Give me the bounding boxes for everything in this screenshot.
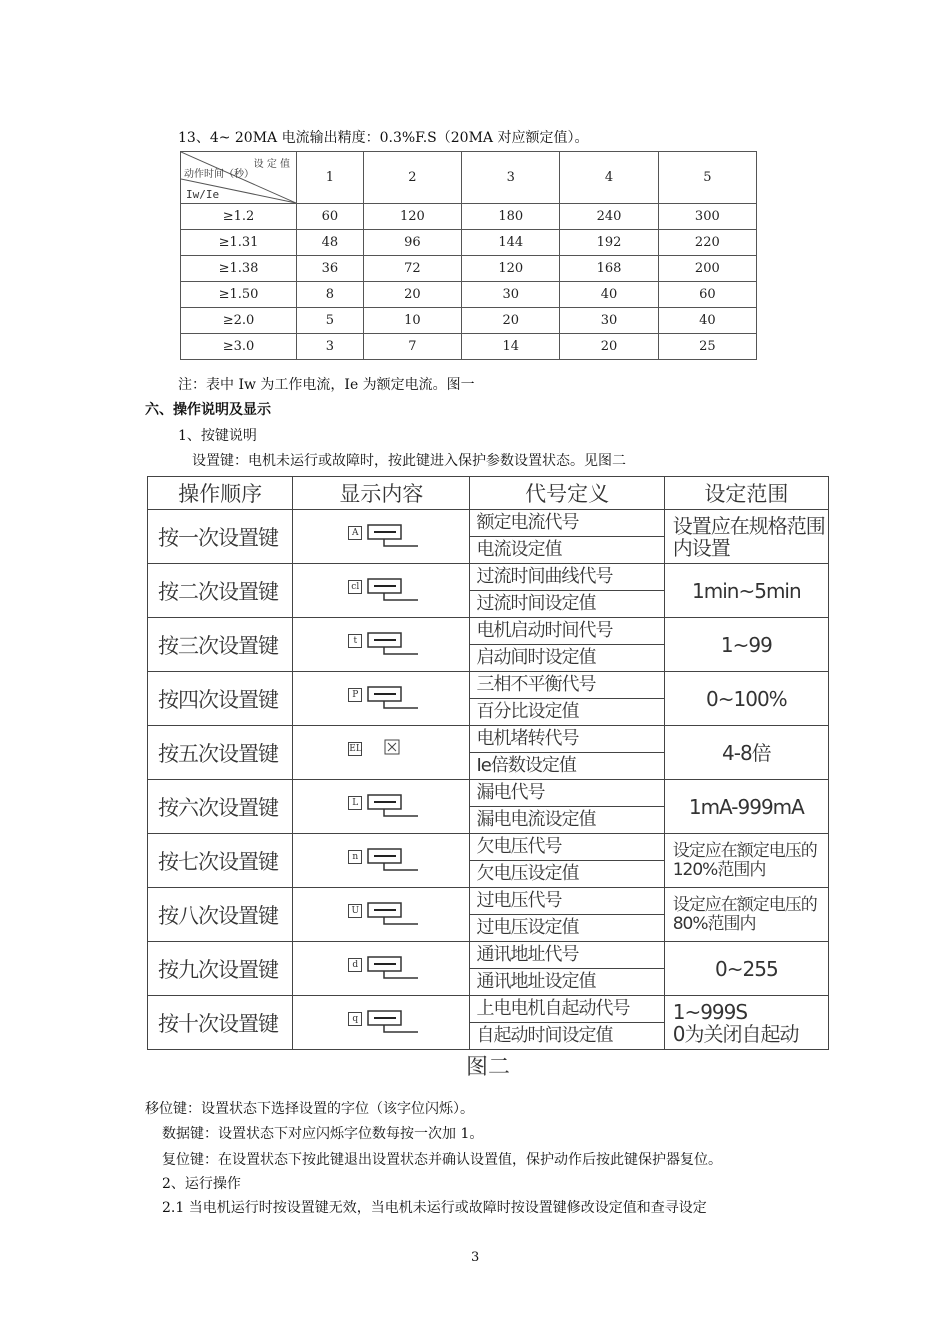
definition-cell <box>470 996 664 1050</box>
table-cell: 48 <box>297 230 364 256</box>
definition-cell <box>470 834 664 888</box>
action-time-table <box>180 151 757 360</box>
code-definition: 漏电代号 <box>470 780 663 807</box>
figure-header-row <box>148 477 829 510</box>
figure-row <box>148 726 829 780</box>
table-cell: 300 <box>658 204 756 230</box>
range-cell: 0~100% <box>664 672 828 726</box>
table-cell: 220 <box>658 230 756 256</box>
col-header: 设定范围 <box>664 477 828 510</box>
range-cell: 1~99 <box>664 618 828 672</box>
value-definition: 百分比设定值 <box>476 701 579 722</box>
display-screen-icon <box>348 576 438 606</box>
operation-cell: 按九次设置键 <box>148 942 293 996</box>
page-number: 3 <box>471 1250 480 1265</box>
display-cell <box>293 942 470 996</box>
table-cell: 25 <box>658 334 756 360</box>
table-cell: 36 <box>297 256 364 282</box>
display-code: EL <box>349 744 362 754</box>
table-cell: 20 <box>363 282 461 308</box>
code-definition: 过流时间曲线代号 <box>470 564 663 591</box>
table-row <box>181 282 757 308</box>
display-icon <box>348 846 438 876</box>
code-definition: 上电电机自起动代号 <box>470 996 663 1023</box>
table-cell: 60 <box>297 204 364 230</box>
figure-row <box>148 942 829 996</box>
display-cell <box>293 834 470 888</box>
subsection-2-heading: 2、运行操作 <box>162 1176 241 1192</box>
operation-cell: 按五次设置键 <box>148 726 293 780</box>
figure-row <box>148 510 829 564</box>
figure-row <box>148 780 829 834</box>
col-header: 4 <box>560 152 658 204</box>
col-header: 2 <box>363 152 461 204</box>
section-6-heading: 六、操作说明及显示 <box>145 402 271 418</box>
code-definition: 额定电流代号 <box>470 510 663 537</box>
code-definition: 电机堵转代号 <box>470 726 663 753</box>
col-header: 操作顺序 <box>148 477 293 510</box>
definition-cell <box>470 672 664 726</box>
operation-cell: 按六次设置键 <box>148 780 293 834</box>
value-definition: 欠电压设定值 <box>476 863 579 884</box>
figure-row <box>148 672 829 726</box>
table-row <box>181 256 757 282</box>
table-cell: 168 <box>560 256 658 282</box>
display-code: A <box>348 526 362 540</box>
definition-cell <box>470 510 664 564</box>
figure-row <box>148 564 829 618</box>
operation-cell: 按八次设置键 <box>148 888 293 942</box>
table-cell: 120 <box>462 256 560 282</box>
display-code: P <box>348 688 362 702</box>
value-definition: 过流时间设定值 <box>476 593 596 614</box>
corner-time-label: 动作时间（秒） <box>184 169 254 180</box>
display-screen-icon <box>348 1008 438 1038</box>
range-cell: 0~255 <box>664 942 828 996</box>
display-code: U <box>348 904 362 918</box>
code-definition: 欠电压代号 <box>470 834 663 861</box>
definition-cell <box>470 942 664 996</box>
table-cell: 5 <box>297 308 364 334</box>
row-label: ≥1.38 <box>181 256 297 282</box>
table-cell: 30 <box>560 308 658 334</box>
display-cell <box>293 726 470 780</box>
value-definition: 过电压设定值 <box>476 917 579 938</box>
display-screen-icon <box>348 738 438 768</box>
table-row <box>181 204 757 230</box>
table-cell: 20 <box>560 334 658 360</box>
definition-cell <box>470 780 664 834</box>
display-icon <box>348 738 438 768</box>
table-cell: 180 <box>462 204 560 230</box>
display-icon <box>348 522 438 552</box>
display-cell <box>293 672 470 726</box>
settings-figure-table <box>147 476 829 1050</box>
display-icon <box>348 1008 438 1038</box>
value-definition: Ie倍数设定值 <box>476 755 576 776</box>
display-code: L <box>348 796 362 810</box>
set-key-description: 设置键：电机未运行或故障时，按此键进入保护参数设置状态。见图二 <box>192 453 626 469</box>
table-cell: 10 <box>363 308 461 334</box>
table-cell: 96 <box>363 230 461 256</box>
col-header: 1 <box>297 152 364 204</box>
display-screen-icon <box>348 522 438 552</box>
definition-cell <box>470 618 664 672</box>
display-code: n <box>348 850 362 864</box>
display-cell <box>293 996 470 1050</box>
range-cell: 设定应在额定电压的80%范围内 <box>664 888 828 942</box>
code-definition: 过电压代号 <box>470 888 663 915</box>
operation-cell: 按一次设置键 <box>148 510 293 564</box>
table-cell: 40 <box>658 308 756 334</box>
display-code: q <box>348 1012 362 1026</box>
table-header-row <box>181 152 757 204</box>
operation-cell: 按三次设置键 <box>148 618 293 672</box>
table-cell: 192 <box>560 230 658 256</box>
col-header: 显示内容 <box>293 477 470 510</box>
table-cell: 3 <box>297 334 364 360</box>
definition-cell <box>470 564 664 618</box>
display-icon <box>348 630 438 660</box>
code-definition: 通讯地址代号 <box>470 942 663 969</box>
figure-row <box>148 996 829 1050</box>
row-label: ≥3.0 <box>181 334 297 360</box>
display-code: t <box>348 634 362 648</box>
figure-row <box>148 888 829 942</box>
value-definition: 启动间时设定值 <box>476 647 596 668</box>
display-code: cl <box>348 580 362 594</box>
display-icon <box>348 900 438 930</box>
table-cell: 8 <box>297 282 364 308</box>
value-definition: 电流设定值 <box>476 539 562 560</box>
display-icon <box>348 792 438 822</box>
range-cell: 4-8倍 <box>664 726 828 780</box>
value-definition: 通讯地址设定值 <box>476 971 596 992</box>
operation-cell: 按十次设置键 <box>148 996 293 1050</box>
range-cell: 1mA-999mA <box>664 780 828 834</box>
col-header: 代号定义 <box>470 477 664 510</box>
display-screen-icon <box>348 846 438 876</box>
table-cell: 72 <box>363 256 461 282</box>
operation-cell: 按七次设置键 <box>148 834 293 888</box>
display-icon <box>348 684 438 714</box>
display-cell <box>293 564 470 618</box>
table-cell: 120 <box>363 204 461 230</box>
corner-set-label: 设 定 值 <box>253 159 290 170</box>
table-note: 注：表中 Iw 为工作电流，Ie 为额定电流。图一 <box>178 377 475 393</box>
display-icon <box>348 576 438 606</box>
table-cell: 60 <box>658 282 756 308</box>
display-screen-icon <box>348 792 438 822</box>
col-header: 5 <box>658 152 756 204</box>
figure-caption: 图二 <box>466 1055 511 1080</box>
display-screen-icon <box>348 900 438 930</box>
table-cell: 30 <box>462 282 560 308</box>
display-cell <box>293 510 470 564</box>
operation-cell: 按四次设置键 <box>148 672 293 726</box>
range-cell: 设置应在规格范围内设置 <box>664 510 828 564</box>
row-label: ≥1.50 <box>181 282 297 308</box>
display-screen-icon <box>348 954 438 984</box>
table-cell: 200 <box>658 256 756 282</box>
value-definition: 自起动时间设定值 <box>476 1025 613 1046</box>
display-icon <box>348 954 438 984</box>
operation-2-1-text: 2.1 当电机运行时按设置键无效，当电机未运行或故障时按设置键修改设定值和查寻设定 <box>162 1200 707 1216</box>
shift-key-description: 移位键：设置状态下选择设置的字位（该字位闪烁）。 <box>145 1101 474 1117</box>
display-code: d <box>348 958 362 972</box>
range-cell: 1~999S 0为关闭自起动 <box>664 996 828 1050</box>
range-cell: 设定应在额定电压的120%范围内 <box>664 834 828 888</box>
data-key-description: 数据键：设置状态下对应闪烁字位数每按一次加 1。 <box>162 1126 484 1142</box>
table-cell: 144 <box>462 230 560 256</box>
row-label: ≥1.2 <box>181 204 297 230</box>
col-header: 3 <box>462 152 560 204</box>
definition-cell <box>470 726 664 780</box>
range-cell: 1min~5min <box>664 564 828 618</box>
table-cell: 14 <box>462 334 560 360</box>
display-screen-icon <box>348 684 438 714</box>
value-definition: 漏电电流设定值 <box>476 809 596 830</box>
table-row <box>181 334 757 360</box>
section-13-text: 13、4~ 20MA 电流输出精度：0.3%F.S（20MA 对应额定值）。 <box>178 130 589 146</box>
code-definition: 电机启动时间代号 <box>470 618 663 645</box>
table-cell: 240 <box>560 204 658 230</box>
table-cell: 40 <box>560 282 658 308</box>
table-row <box>181 308 757 334</box>
subsection-1-heading: 1、按键说明 <box>178 428 257 444</box>
display-cell <box>293 780 470 834</box>
figure-row <box>148 618 829 672</box>
corner-iw-label: Iw/Ie <box>186 188 220 201</box>
display-cell <box>293 888 470 942</box>
row-label: ≥1.31 <box>181 230 297 256</box>
operation-cell: 按二次设置键 <box>148 564 293 618</box>
display-screen-icon <box>348 630 438 660</box>
row-label: ≥2.0 <box>181 308 297 334</box>
table-cell: 7 <box>363 334 461 360</box>
table-cell: 20 <box>462 308 560 334</box>
code-definition: 三相不平衡代号 <box>470 672 663 699</box>
table-row <box>181 230 757 256</box>
reset-key-description: 复位键：在设置状态下按此键退出设置状态并确认设置值，保护动作后按此键保护器复位。 <box>162 1152 722 1168</box>
definition-cell <box>470 888 664 942</box>
display-cell <box>293 618 470 672</box>
figure-row <box>148 834 829 888</box>
table-corner-cell <box>181 152 297 204</box>
